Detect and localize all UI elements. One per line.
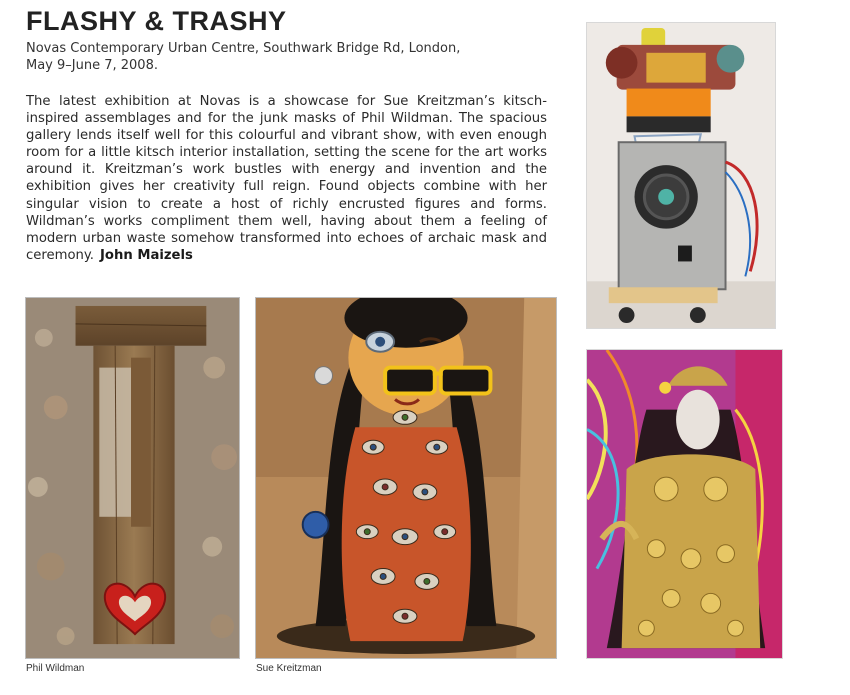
- gold-figure-photo: [586, 349, 783, 659]
- article-body: [26, 93, 547, 264]
- date-line: May 9–June 7, 2008.: [26, 58, 158, 73]
- venue-line: Novas Contemporary Urban Centre, Southwark Bridge Rd, London,: [26, 41, 461, 56]
- venue-info: [26, 40, 546, 74]
- kreitzman-caption: Sue Kreitzman: [256, 663, 322, 674]
- wildman-caption: Phil Wildman: [26, 663, 85, 674]
- wildman-photo: [25, 297, 240, 659]
- robot-assemblage-photo: [586, 22, 776, 329]
- kreitzman-photo: [255, 297, 557, 659]
- body-paragraph: The latest exhibition at Novas is a showcase for Sue Kreitzman’s kitsch-inspired assemblages and for the junk masks of Phil Wildman. The spacious gallery lends itself well for this colourful and vibrant show, with even enough room for a little kitsch interior installation, setting the scene for the art works around it. Kreitzman’s work bustles with energy and invention and the exhibition gives her creativity full reign. Found objects combine with her singular vision to create a host of richly encrusted figures and forms. Wildman’s works compliment them well, having about them a feeling of modern urban waste somehow transformed into echoes of archaic mask and ceremony.: [26, 94, 547, 263]
- article-title: FLASHY & TRASHY: [26, 6, 287, 36]
- author-name: John Maizels: [100, 247, 193, 263]
